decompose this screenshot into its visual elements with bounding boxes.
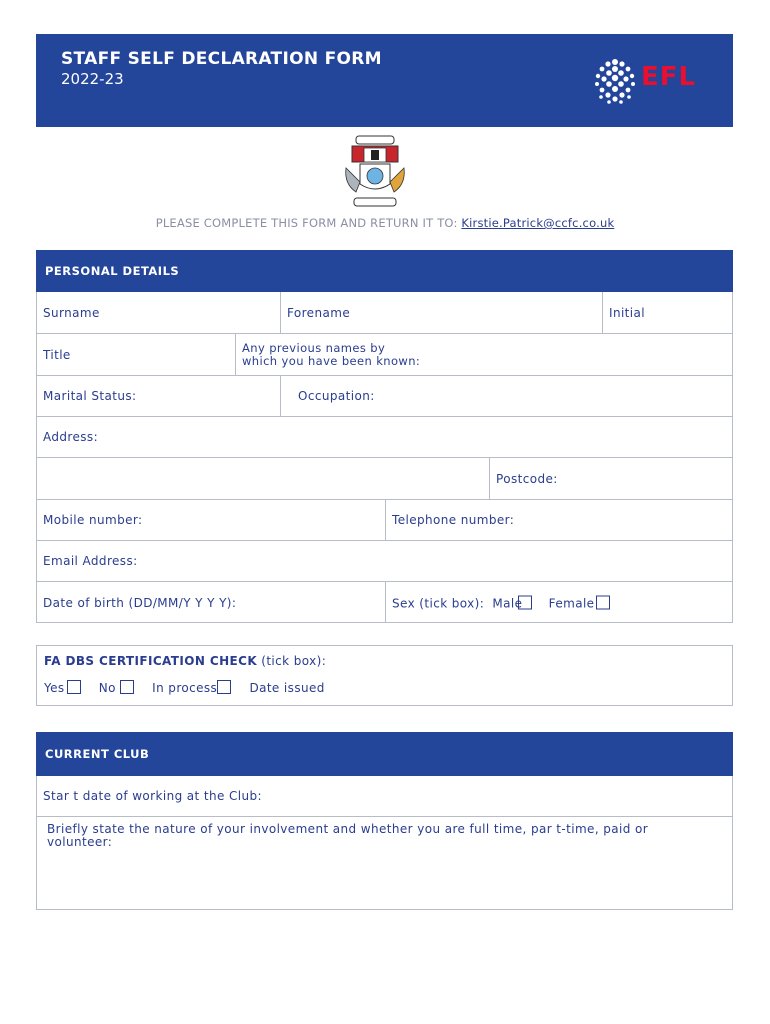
- occupation-label: Occupation:: [298, 389, 375, 403]
- forename-label: Forename: [287, 305, 351, 320]
- mobile-field[interactable]: [37, 500, 385, 540]
- email-field[interactable]: [37, 541, 732, 581]
- involvement-field[interactable]: [37, 817, 732, 909]
- fa-dbs-note: (tick box):: [257, 654, 327, 668]
- address-label: Address:: [43, 430, 99, 444]
- title-row: [37, 333, 732, 375]
- in-process-checkbox[interactable]: [217, 680, 231, 694]
- no-checkbox[interactable]: [120, 680, 134, 694]
- sex-group: [392, 595, 610, 610]
- previous-names-label: Any previous names by which you have been known:: [242, 340, 421, 368]
- club-crest-logo: [342, 132, 408, 212]
- address-line-field[interactable]: [37, 458, 489, 499]
- female-label: Female: [548, 596, 595, 610]
- form-header: [36, 34, 733, 127]
- dob-label: Date of birth (DD/MM/Y Y Y Y):: [43, 595, 237, 610]
- initial-label: Initial: [609, 305, 646, 320]
- in-process-label: In process: [152, 681, 218, 695]
- fa-dbs-heading: FA DBS CERTIFICATION CHECK: [44, 654, 258, 668]
- surname-field[interactable]: [37, 292, 280, 333]
- title-field[interactable]: [37, 334, 235, 375]
- sex-label: Sex (tick box):: [392, 596, 485, 610]
- efl-logo: [589, 52, 709, 110]
- dob-row: [37, 581, 732, 623]
- forename-field[interactable]: [280, 292, 602, 333]
- start-date-label: Star t date of working at the Club:: [43, 789, 262, 803]
- email-label: Email Address:: [43, 554, 138, 568]
- postcode-field[interactable]: [489, 458, 732, 499]
- involvement-row: [37, 816, 732, 909]
- personal-details-table: [36, 292, 733, 623]
- mobile-label: Mobile number:: [43, 513, 143, 527]
- telephone-field[interactable]: [385, 500, 732, 540]
- male-label: Male: [492, 596, 523, 610]
- fa-dbs-options: [44, 680, 325, 695]
- sex-field: [385, 582, 732, 623]
- marital-status-field[interactable]: [37, 376, 280, 416]
- yes-label: Yes: [44, 681, 65, 695]
- female-checkbox[interactable]: [596, 595, 610, 609]
- start-date-field[interactable]: [37, 776, 732, 816]
- return-instruction: [0, 216, 770, 230]
- surname-label: Surname: [43, 305, 100, 320]
- phone-row: [37, 499, 732, 540]
- address-row: [37, 416, 732, 457]
- male-checkbox[interactable]: [518, 595, 532, 609]
- name-row: [37, 292, 732, 333]
- occupation-field[interactable]: [280, 376, 732, 416]
- marital-row: [37, 375, 732, 416]
- no-label: No: [98, 681, 116, 695]
- yes-checkbox[interactable]: [67, 680, 81, 694]
- address-field[interactable]: [37, 417, 732, 457]
- efl-ball-icon: [589, 52, 641, 110]
- postcode-label: Postcode:: [496, 471, 558, 486]
- date-issued-label: Date issued: [249, 681, 325, 695]
- email-row: [37, 540, 732, 581]
- personal-details-heading: PERSONAL DETAILS: [36, 250, 733, 292]
- postcode-row: [37, 457, 732, 499]
- current-club-table: [36, 776, 733, 910]
- fa-dbs-section: [36, 645, 733, 706]
- marital-status-label: Marital Status:: [43, 389, 137, 403]
- telephone-label: Telephone number:: [392, 513, 515, 527]
- form-title: STAFF SELF DECLARATION FORM: [61, 49, 382, 69]
- initial-field[interactable]: [602, 292, 732, 333]
- instruction-text: PLEASE COMPLETE THIS FORM AND RETURN IT TO:: [155, 216, 462, 230]
- title-label: Title: [43, 347, 71, 362]
- involvement-label: Briefly state the nature of your involvement and whether you are full time, par t-time, paid or volunteer:: [47, 822, 649, 849]
- current-club-heading: CURRENT CLUB: [36, 732, 733, 776]
- fa-dbs-heading-line: [44, 654, 326, 668]
- dob-field[interactable]: [37, 582, 385, 623]
- efl-wordmark: EFL: [641, 62, 697, 92]
- return-email-link[interactable]: Kirstie.Patrick@ccfc.co.uk: [461, 216, 615, 230]
- form-year: 2022-23: [61, 70, 124, 88]
- previous-names-field[interactable]: [235, 334, 732, 375]
- start-date-row: [37, 776, 732, 816]
